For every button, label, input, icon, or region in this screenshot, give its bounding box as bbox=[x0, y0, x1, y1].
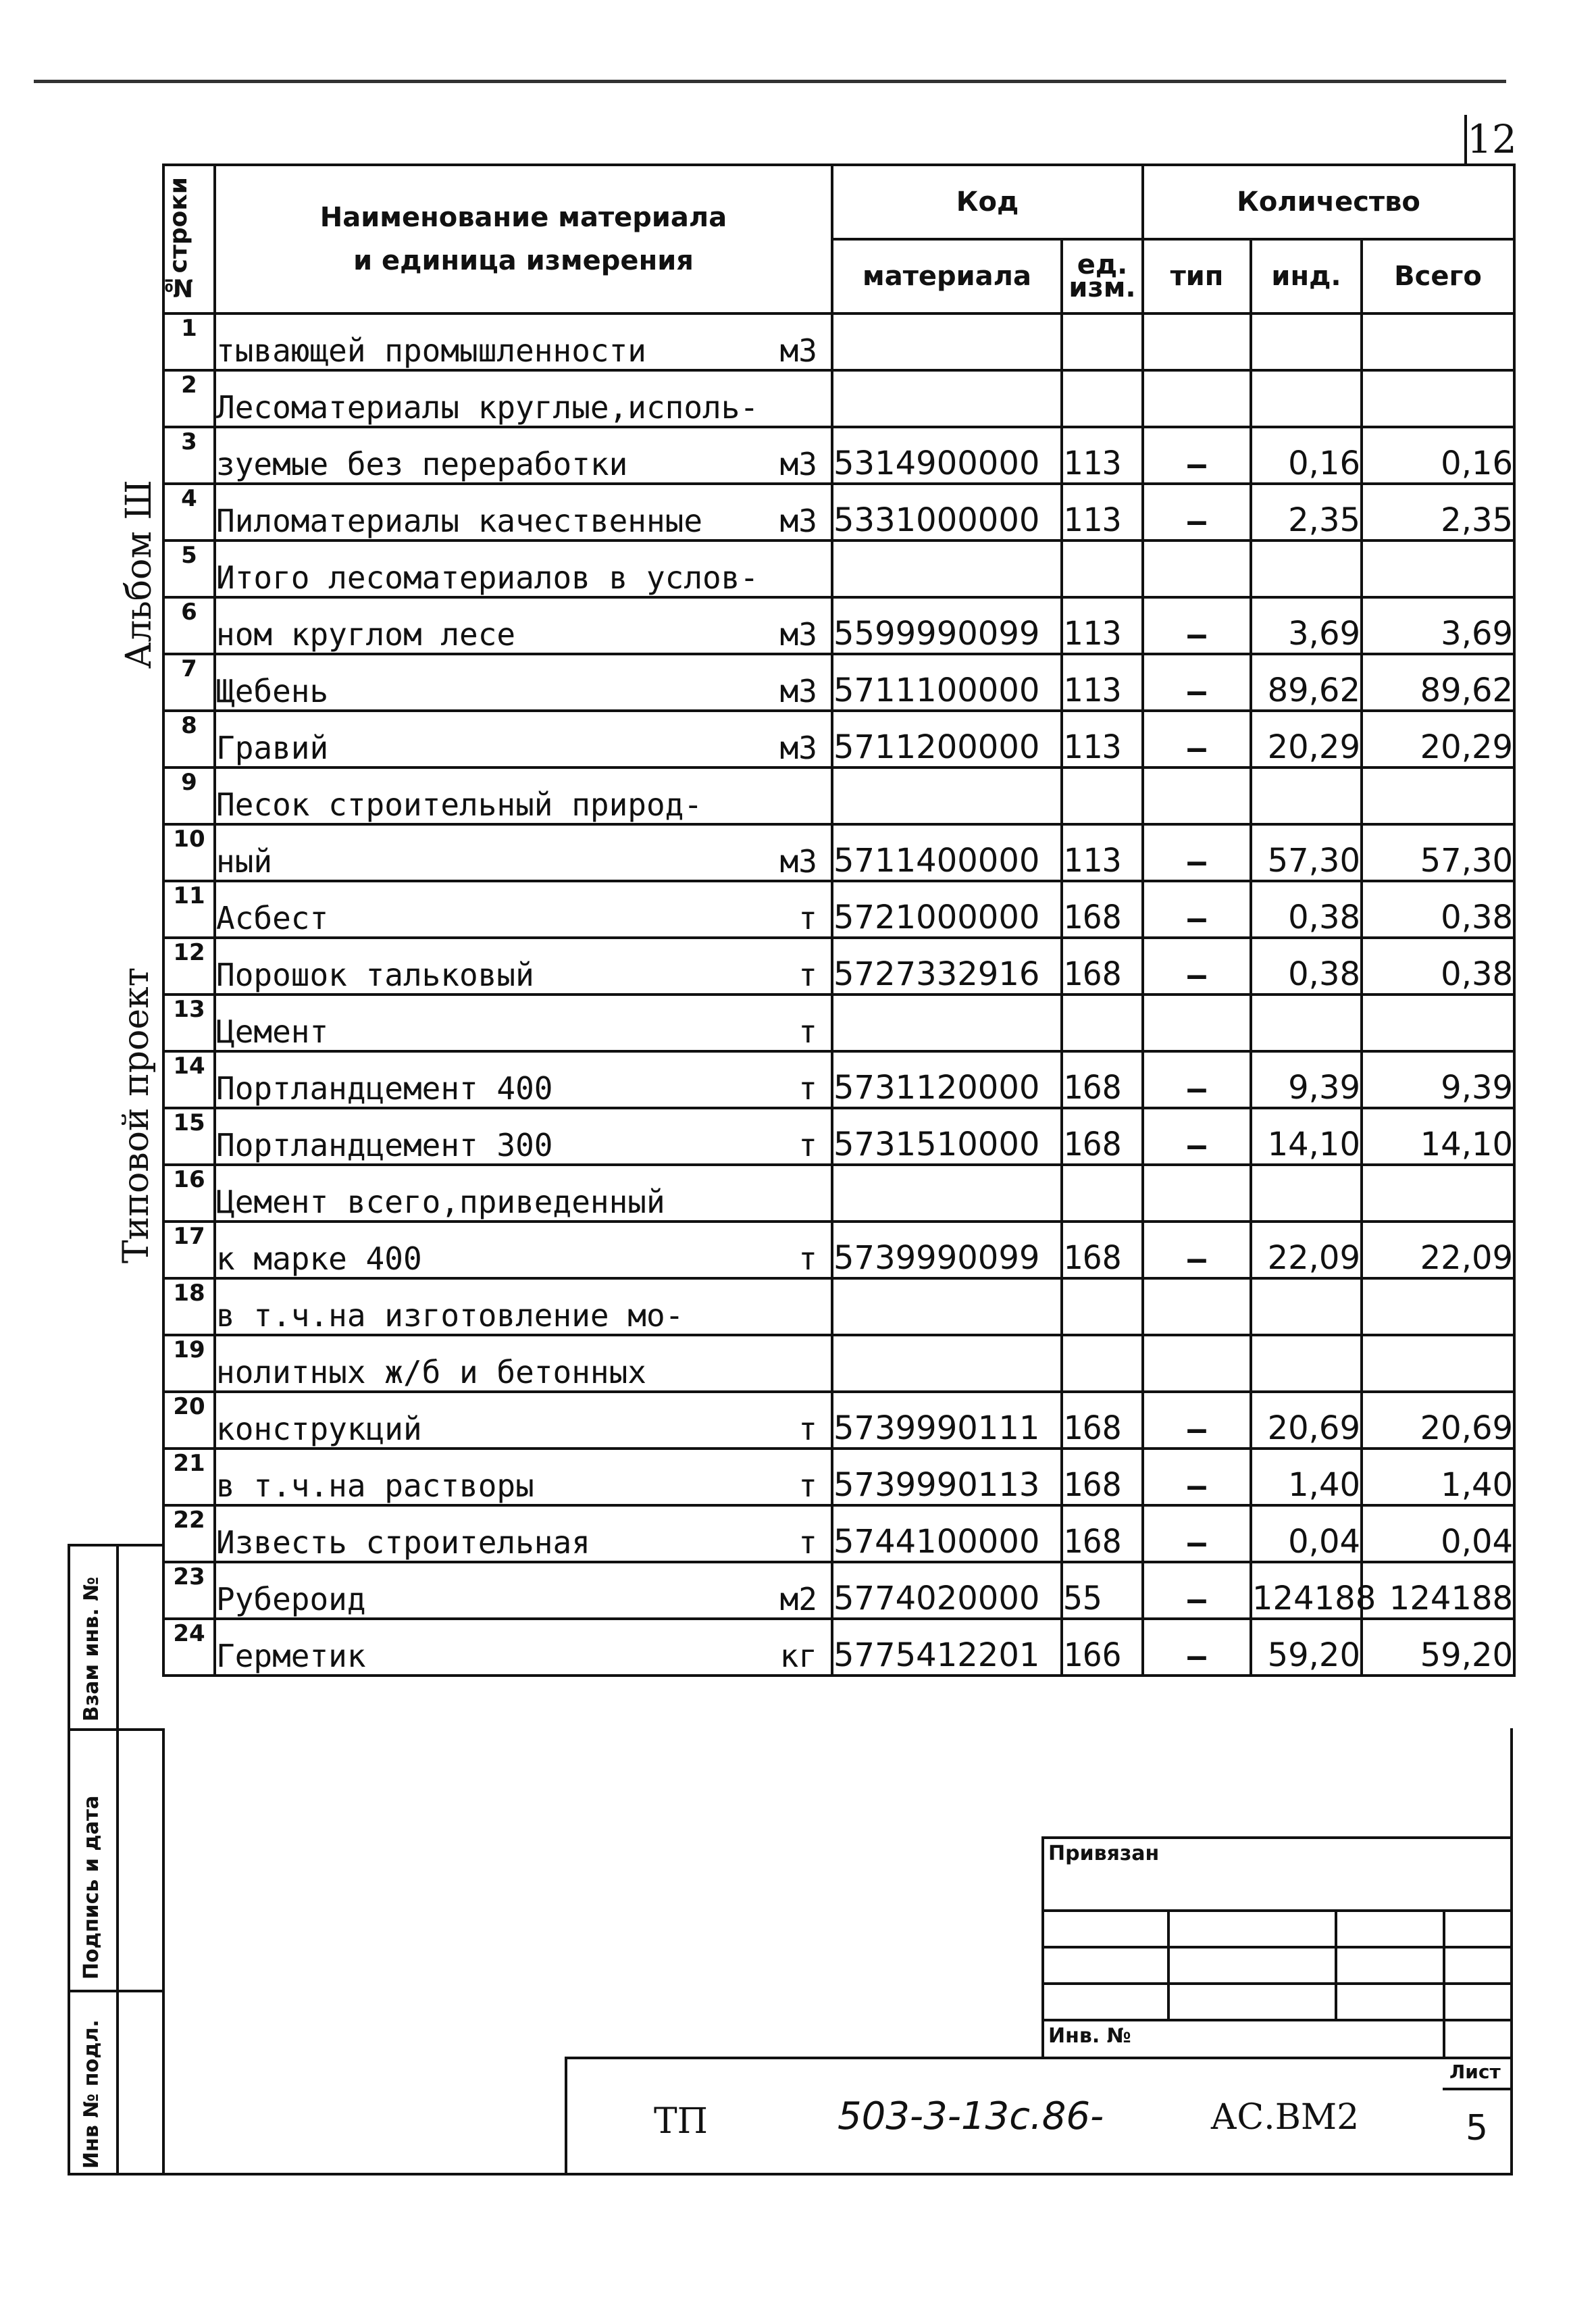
table-row bbox=[163, 540, 1514, 597]
qty-total bbox=[1362, 1278, 1514, 1335]
unit-code: 168 bbox=[1062, 938, 1143, 995]
qty-total: 124188 bbox=[1362, 1562, 1514, 1619]
qty-ind: 57,30 bbox=[1251, 824, 1362, 881]
unit-code: 168 bbox=[1062, 881, 1143, 938]
title-line bbox=[1443, 2088, 1513, 2090]
header-qty-ind: инд. bbox=[1251, 239, 1362, 313]
material-name bbox=[215, 1449, 832, 1505]
row-number: 19 bbox=[163, 1335, 215, 1392]
qty-total: 20,29 bbox=[1362, 711, 1514, 768]
material-code bbox=[832, 1165, 1062, 1222]
unit-code bbox=[1062, 313, 1143, 370]
qty-ind: 22,09 bbox=[1251, 1222, 1362, 1278]
unit-code: 113 bbox=[1062, 597, 1143, 654]
material-code bbox=[832, 995, 1062, 1051]
material-unit: м2 bbox=[779, 1581, 817, 1617]
row-number: 15 bbox=[163, 1108, 215, 1165]
material-name bbox=[215, 881, 832, 938]
qty-total: 0,38 bbox=[1362, 938, 1514, 995]
row-number: 11 bbox=[163, 881, 215, 938]
material-code: 5721000000 bbox=[832, 881, 1062, 938]
table-row bbox=[163, 1222, 1514, 1278]
qty-total: 1,40 bbox=[1362, 1449, 1514, 1505]
side-label-project: Типовой проект bbox=[116, 967, 157, 1263]
qty-type bbox=[1143, 1335, 1251, 1392]
material-name-text: в т.ч.на растворы bbox=[216, 1467, 534, 1504]
material-name-text: нолитных ж/б и бетонных bbox=[216, 1354, 646, 1390]
stamp-inv-no: Инв. № bbox=[1048, 2024, 1131, 2048]
qty-total bbox=[1362, 768, 1514, 824]
row-number: 16 bbox=[163, 1165, 215, 1222]
qty-ind: 0,38 bbox=[1251, 881, 1362, 938]
qty-total: 89,62 bbox=[1362, 654, 1514, 711]
qty-ind: 0,16 bbox=[1251, 427, 1362, 484]
table-row bbox=[163, 427, 1514, 484]
material-name bbox=[215, 597, 832, 654]
qty-ind bbox=[1251, 1165, 1362, 1222]
qty-ind: 14,10 bbox=[1251, 1108, 1362, 1165]
material-name-text: к марке 400 bbox=[216, 1240, 422, 1277]
material-name-text: Песок строительный природ- bbox=[216, 786, 703, 823]
table-row bbox=[163, 1108, 1514, 1165]
frame-line bbox=[162, 1728, 165, 2175]
row-number: 12 bbox=[163, 938, 215, 995]
material-unit: м3 bbox=[779, 503, 817, 539]
material-unit: т bbox=[798, 1127, 817, 1163]
qty-total: 0,38 bbox=[1362, 881, 1514, 938]
row-number: 24 bbox=[163, 1619, 215, 1676]
qty-total: 22,09 bbox=[1362, 1222, 1514, 1278]
material-code: 5731510000 bbox=[832, 1108, 1062, 1165]
material-code bbox=[832, 1278, 1062, 1335]
qty-type: – bbox=[1143, 654, 1251, 711]
header-qty-type: тип bbox=[1143, 239, 1251, 313]
qty-ind bbox=[1251, 995, 1362, 1051]
material-name-text: Гравий bbox=[216, 730, 329, 766]
row-number: 18 bbox=[163, 1278, 215, 1335]
material-code: 5739990113 bbox=[832, 1449, 1062, 1505]
table-row bbox=[163, 881, 1514, 938]
material-name bbox=[215, 1335, 832, 1392]
table-row bbox=[163, 938, 1514, 995]
qty-type bbox=[1143, 313, 1251, 370]
unit-code: 168 bbox=[1062, 1449, 1143, 1505]
doc-code-handwritten: 503-3-13с.86- bbox=[838, 2094, 1104, 2138]
table-row bbox=[163, 1449, 1514, 1505]
unit-code: 168 bbox=[1062, 1505, 1143, 1562]
qty-ind: 9,39 bbox=[1251, 1051, 1362, 1108]
material-unit: т bbox=[798, 1070, 817, 1107]
unit-code: 113 bbox=[1062, 427, 1143, 484]
stamp-line bbox=[1167, 1909, 1170, 2019]
material-name-text: зуемые без переработки bbox=[216, 446, 628, 482]
material-unit: т bbox=[798, 1467, 817, 1504]
unit-code bbox=[1062, 768, 1143, 824]
material-code: 5731120000 bbox=[832, 1051, 1062, 1108]
material-name bbox=[215, 427, 832, 484]
material-unit: т bbox=[798, 1240, 817, 1277]
qty-type: – bbox=[1143, 1562, 1251, 1619]
header-material-name: Наименование материала и единица измерения bbox=[215, 165, 832, 313]
list-label: Лист bbox=[1449, 2061, 1501, 2083]
stamp-podpis-label: Подпись и дата bbox=[80, 1795, 103, 1980]
material-name-text: Известь строительная bbox=[216, 1524, 590, 1561]
qty-total bbox=[1362, 1335, 1514, 1392]
stamp-line bbox=[1443, 1909, 1445, 2059]
qty-type bbox=[1143, 995, 1251, 1051]
unit-code bbox=[1062, 1165, 1143, 1222]
stamp-line bbox=[1041, 1836, 1513, 1839]
qty-total: 20,69 bbox=[1362, 1392, 1514, 1449]
qty-type: – bbox=[1143, 597, 1251, 654]
material-unit: т bbox=[798, 957, 817, 993]
qty-type: – bbox=[1143, 1619, 1251, 1676]
top-border-line bbox=[34, 80, 1506, 83]
unit-code bbox=[1062, 995, 1143, 1051]
material-unit: м3 bbox=[779, 843, 817, 880]
material-name bbox=[215, 370, 832, 427]
row-number: 7 bbox=[163, 654, 215, 711]
qty-type: – bbox=[1143, 1108, 1251, 1165]
unit-code bbox=[1062, 1335, 1143, 1392]
unit-code: 168 bbox=[1062, 1108, 1143, 1165]
table-row bbox=[163, 768, 1514, 824]
table-row bbox=[163, 995, 1514, 1051]
qty-type bbox=[1143, 768, 1251, 824]
material-name bbox=[215, 938, 832, 995]
material-code bbox=[832, 313, 1062, 370]
corner-page-number: 12 bbox=[1464, 115, 1514, 166]
material-name-text: Цемент bbox=[216, 1013, 329, 1050]
table-row bbox=[163, 1562, 1514, 1619]
row-number: 8 bbox=[163, 711, 215, 768]
material-name-text: Цемент всего,приведенный bbox=[216, 1184, 665, 1220]
qty-ind bbox=[1251, 768, 1362, 824]
material-name bbox=[215, 1278, 832, 1335]
material-unit: т bbox=[798, 1411, 817, 1447]
unit-code bbox=[1062, 1278, 1143, 1335]
material-code: 5744100000 bbox=[832, 1505, 1062, 1562]
header-qty-total: Всего bbox=[1362, 239, 1514, 313]
material-code: 5314900000 bbox=[832, 427, 1062, 484]
material-unit: кг bbox=[779, 1638, 817, 1674]
row-number: 9 bbox=[163, 768, 215, 824]
qty-ind: 0,38 bbox=[1251, 938, 1362, 995]
material-name-text: Итого лесоматериалов в услов- bbox=[216, 559, 759, 596]
qty-type bbox=[1143, 1278, 1251, 1335]
material-code: 5331000000 bbox=[832, 484, 1062, 540]
material-name bbox=[215, 313, 832, 370]
material-name bbox=[215, 540, 832, 597]
material-name bbox=[215, 768, 832, 824]
material-name-text: Лесоматериалы круглые,исполь- bbox=[216, 389, 759, 426]
table-row bbox=[163, 484, 1514, 540]
table-row bbox=[163, 313, 1514, 370]
material-name-text: Герметик bbox=[216, 1638, 366, 1674]
material-name bbox=[215, 1051, 832, 1108]
material-name bbox=[215, 1165, 832, 1222]
qty-total: 9,39 bbox=[1362, 1051, 1514, 1108]
qty-type: – bbox=[1143, 938, 1251, 995]
material-code bbox=[832, 370, 1062, 427]
material-code: 5599990099 bbox=[832, 597, 1062, 654]
material-unit: м3 bbox=[779, 673, 817, 709]
qty-type: – bbox=[1143, 1222, 1251, 1278]
qty-ind bbox=[1251, 540, 1362, 597]
unit-code: 113 bbox=[1062, 654, 1143, 711]
material-name-text: Портландцемент 400 bbox=[216, 1070, 553, 1107]
material-name bbox=[215, 654, 832, 711]
materials-table bbox=[162, 164, 1516, 1677]
unit-code: 166 bbox=[1062, 1619, 1143, 1676]
title-line bbox=[565, 2057, 567, 2175]
qty-ind: 89,62 bbox=[1251, 654, 1362, 711]
qty-type: – bbox=[1143, 427, 1251, 484]
row-number: 5 bbox=[163, 540, 215, 597]
qty-ind: 124188 bbox=[1251, 1562, 1362, 1619]
table-row bbox=[163, 1051, 1514, 1108]
table-row bbox=[163, 370, 1514, 427]
qty-total: 0,04 bbox=[1362, 1505, 1514, 1562]
qty-type: – bbox=[1143, 1449, 1251, 1505]
qty-type bbox=[1143, 1165, 1251, 1222]
row-number: 3 bbox=[163, 427, 215, 484]
qty-type: – bbox=[1143, 711, 1251, 768]
qty-total: 57,30 bbox=[1362, 824, 1514, 881]
qty-ind: 0,04 bbox=[1251, 1505, 1362, 1562]
qty-ind: 3,69 bbox=[1251, 597, 1362, 654]
table-row bbox=[163, 654, 1514, 711]
side-label-album: Альбом Ш bbox=[119, 480, 159, 669]
material-name-text: в т.ч.на изготовление мо- bbox=[216, 1297, 684, 1334]
qty-type bbox=[1143, 540, 1251, 597]
frame-line bbox=[68, 2173, 1513, 2175]
qty-total: 3,69 bbox=[1362, 597, 1514, 654]
qty-ind: 2,35 bbox=[1251, 484, 1362, 540]
material-code: 5739990111 bbox=[832, 1392, 1062, 1449]
qty-type: – bbox=[1143, 824, 1251, 881]
material-name-text: Пиломатериалы качественные bbox=[216, 503, 703, 539]
qty-total bbox=[1362, 540, 1514, 597]
tp-label: ТП bbox=[654, 2101, 709, 2142]
material-code: 5775412201 bbox=[832, 1619, 1062, 1676]
title-line bbox=[565, 2057, 1513, 2059]
row-number: 13 bbox=[163, 995, 215, 1051]
material-name bbox=[215, 1392, 832, 1449]
row-number: 6 bbox=[163, 597, 215, 654]
material-name-text: Портландцемент 300 bbox=[216, 1127, 553, 1163]
table-row bbox=[163, 711, 1514, 768]
qty-total: 2,35 bbox=[1362, 484, 1514, 540]
material-name-text: Асбест bbox=[216, 900, 329, 936]
list-number: 5 bbox=[1466, 2108, 1489, 2148]
stamp-line bbox=[1335, 1909, 1337, 2019]
qty-ind: 20,29 bbox=[1251, 711, 1362, 768]
qty-total bbox=[1362, 313, 1514, 370]
unit-code: 113 bbox=[1062, 484, 1143, 540]
unit-code: 55 bbox=[1062, 1562, 1143, 1619]
qty-total: 14,10 bbox=[1362, 1108, 1514, 1165]
qty-type: – bbox=[1143, 1051, 1251, 1108]
unit-code: 113 bbox=[1062, 711, 1143, 768]
stamp-col-line bbox=[68, 1544, 70, 2175]
material-unit: м3 bbox=[779, 616, 817, 653]
table-row bbox=[163, 1619, 1514, 1676]
stamp-inv-label: Инв № подл. bbox=[80, 2019, 103, 2169]
material-unit: т bbox=[798, 1524, 817, 1561]
qty-type: – bbox=[1143, 1505, 1251, 1562]
material-name-text: ном круглом лесе bbox=[216, 616, 516, 653]
qty-type: – bbox=[1143, 484, 1251, 540]
qty-type bbox=[1143, 370, 1251, 427]
qty-type: – bbox=[1143, 881, 1251, 938]
row-number: 2 bbox=[163, 370, 215, 427]
qty-ind: 59,20 bbox=[1251, 1619, 1362, 1676]
row-number: 23 bbox=[163, 1562, 215, 1619]
material-code: 5711400000 bbox=[832, 824, 1062, 881]
qty-total: 0,16 bbox=[1362, 427, 1514, 484]
material-code bbox=[832, 1335, 1062, 1392]
row-number: 20 bbox=[163, 1392, 215, 1449]
unit-code bbox=[1062, 370, 1143, 427]
row-number: 21 bbox=[163, 1449, 215, 1505]
table-row bbox=[163, 1278, 1514, 1335]
material-code: 5774020000 bbox=[832, 1562, 1062, 1619]
row-number: 1 bbox=[163, 313, 215, 370]
frame-line bbox=[1510, 1728, 1513, 2175]
row-number: 4 bbox=[163, 484, 215, 540]
material-code bbox=[832, 540, 1062, 597]
material-name-text: ный bbox=[216, 843, 273, 880]
qty-total bbox=[1362, 1165, 1514, 1222]
material-code: 5739990099 bbox=[832, 1222, 1062, 1278]
qty-total bbox=[1362, 370, 1514, 427]
stamp-col-line bbox=[68, 1990, 162, 1992]
material-name bbox=[215, 995, 832, 1051]
material-name bbox=[215, 1562, 832, 1619]
header-code-material: материала bbox=[832, 239, 1062, 313]
material-name-text: Порошок тальковый bbox=[216, 957, 534, 993]
table-row bbox=[163, 1392, 1514, 1449]
unit-code bbox=[1062, 540, 1143, 597]
material-name bbox=[215, 1619, 832, 1676]
material-name-text: Щебень bbox=[216, 673, 329, 709]
header-code: Код bbox=[832, 165, 1143, 239]
qty-ind bbox=[1251, 370, 1362, 427]
material-unit: т bbox=[798, 1013, 817, 1050]
material-code bbox=[832, 768, 1062, 824]
qty-total: 59,20 bbox=[1362, 1619, 1514, 1676]
unit-code: 168 bbox=[1062, 1392, 1143, 1449]
unit-code: 113 bbox=[1062, 824, 1143, 881]
material-name bbox=[215, 824, 832, 881]
material-name bbox=[215, 711, 832, 768]
table-row bbox=[163, 1335, 1514, 1392]
stamp-col-line bbox=[68, 1544, 162, 1546]
material-name-text: тывающей промышленности bbox=[216, 332, 646, 369]
stamp-privyazan: Привязан bbox=[1048, 1842, 1160, 1865]
qty-total bbox=[1362, 995, 1514, 1051]
material-name bbox=[215, 1108, 832, 1165]
material-name-text: Рубероид bbox=[216, 1581, 366, 1617]
material-unit: т bbox=[798, 900, 817, 936]
row-number: 14 bbox=[163, 1051, 215, 1108]
row-number: 22 bbox=[163, 1505, 215, 1562]
material-name-text: конструкций bbox=[216, 1411, 422, 1447]
header-quantity: Количество bbox=[1143, 165, 1514, 239]
material-unit: м3 bbox=[779, 446, 817, 482]
doc-code-suffix: АС.ВМ2 bbox=[1210, 2097, 1360, 2138]
table-row bbox=[163, 1505, 1514, 1562]
material-code: 5711200000 bbox=[832, 711, 1062, 768]
qty-ind bbox=[1251, 1278, 1362, 1335]
row-number: 17 bbox=[163, 1222, 215, 1278]
stamp-vzam-label: Взам инв. № bbox=[80, 1576, 103, 1721]
table-row bbox=[163, 824, 1514, 881]
qty-ind: 1,40 bbox=[1251, 1449, 1362, 1505]
table-row bbox=[163, 1165, 1514, 1222]
material-code: 5711100000 bbox=[832, 654, 1062, 711]
material-code: 5727332916 bbox=[832, 938, 1062, 995]
unit-code: 168 bbox=[1062, 1222, 1143, 1278]
material-unit: м3 bbox=[779, 730, 817, 766]
qty-type: – bbox=[1143, 1392, 1251, 1449]
header-code-unit: ед. изм. bbox=[1062, 239, 1143, 313]
material-name bbox=[215, 1222, 832, 1278]
material-name bbox=[215, 484, 832, 540]
stamp-col-line bbox=[68, 1728, 162, 1731]
stamp-col-line bbox=[116, 1544, 119, 2175]
qty-ind bbox=[1251, 1335, 1362, 1392]
material-name bbox=[215, 1505, 832, 1562]
material-unit: м3 bbox=[779, 332, 817, 369]
header-row-number: №строки bbox=[163, 165, 215, 313]
qty-ind bbox=[1251, 313, 1362, 370]
unit-code: 168 bbox=[1062, 1051, 1143, 1108]
table-row bbox=[163, 597, 1514, 654]
row-number: 10 bbox=[163, 824, 215, 881]
qty-ind: 20,69 bbox=[1251, 1392, 1362, 1449]
